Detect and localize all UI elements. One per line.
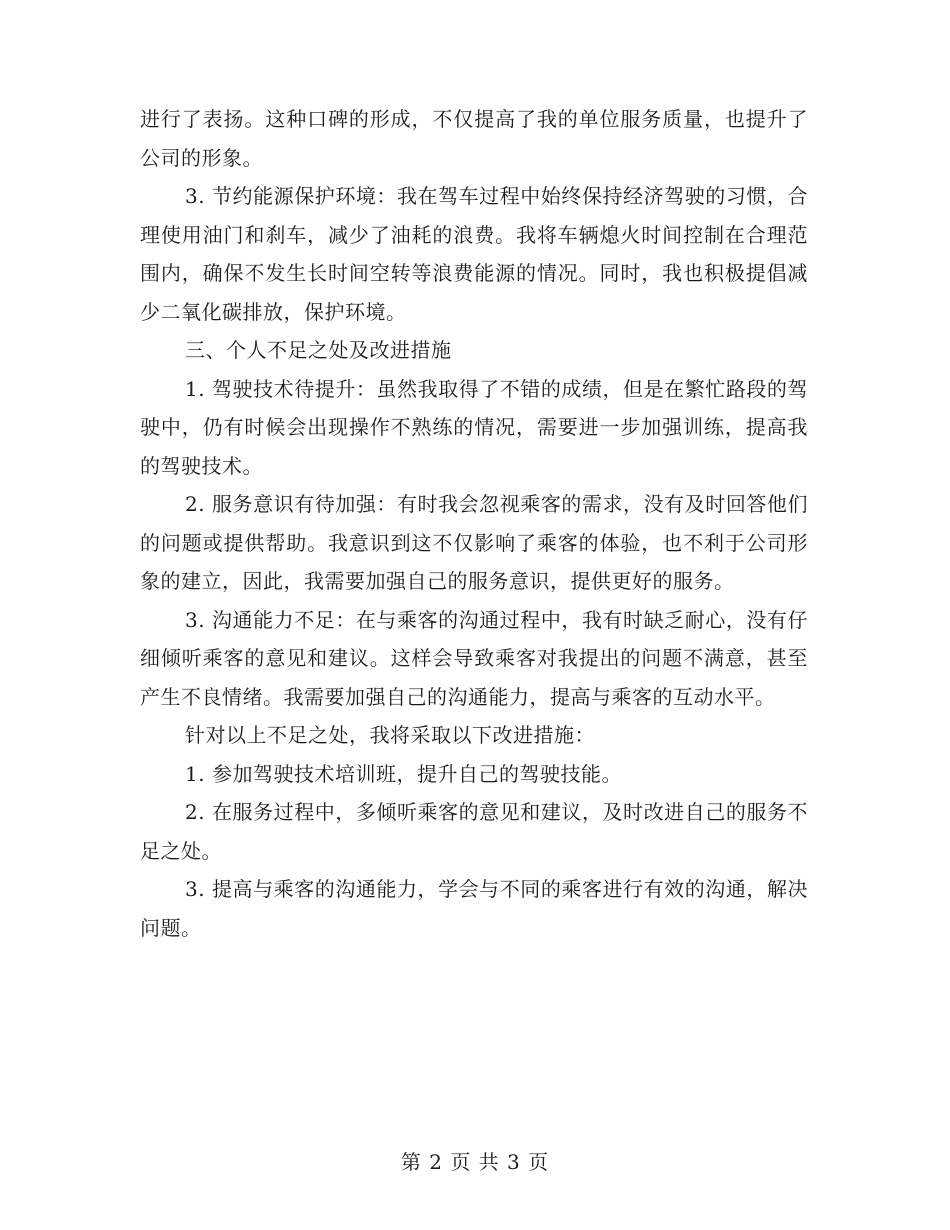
paragraph-measures-intro: 针对以上不足之处，我将采取以下改进措施： xyxy=(185,723,595,747)
paragraph-measure-2: 2. 在服务过程中，多倾听乘客的意见和建议，及时改进自己的服务不足之处。 xyxy=(140,800,808,863)
page-number-footer: 第 2 页 共 3 页 xyxy=(400,1150,550,1174)
paragraph-communication: 3. 沟通能力不足：在与乘客的沟通过程中，我有时缺乏耐心，没有仔细倾听乘客的意见和建议。这样会导致乘客对我提出的问题不满意，甚至产生不良情绪。我需要加强自己的沟通能力，提高与乘客的互动水平。 xyxy=(140,607,808,709)
document-body xyxy=(140,100,808,947)
paragraph-driving-skill: 1. 驾驶技术待提升：虽然我取得了不错的成绩，但是在繁忙路段的驾驶中，仍有时候会出现操作不熟练的情况，需要进一步加强训练，提高我的驾驶技术。 xyxy=(140,376,808,478)
paragraph-service-awareness: 2. 服务意识有待加强：有时我会忽视乘客的需求，没有及时回答他们的问题或提供帮助。我意识到这不仅影响了乘客的体验，也不利于公司形象的建立，因此，我需要加强自己的服务意识，提供更好的服务。 xyxy=(140,492,808,593)
paragraph-measure-1: 1. 参加驾驶技术培训班，提升自己的驾驶技能。 xyxy=(185,761,622,786)
paragraph-measure-3: 3. 提高与乘客的沟通能力，学会与不同的乘客进行有效的沟通，解决问题。 xyxy=(140,877,808,940)
paragraph-praise-continuation: 进行了表扬。这种口碑的形成，不仅提高了我的单位服务质量，也提升了公司的形象。 xyxy=(140,107,808,170)
section-heading-shortcomings: 三、个人不足之处及改进措施 xyxy=(185,338,452,362)
paragraph-energy-saving: 3. 节约能源保护环境：我在驾车过程中始终保持经济驾驶的习惯，合理使用油门和刹车，减少了油耗的浪费。我将车辆熄火时间控制在合理范围内，确保不发生长时间空转等浪费能源的情况。同时，我也积极提倡减少二氧化碳排放，保护环境。 xyxy=(140,184,808,324)
